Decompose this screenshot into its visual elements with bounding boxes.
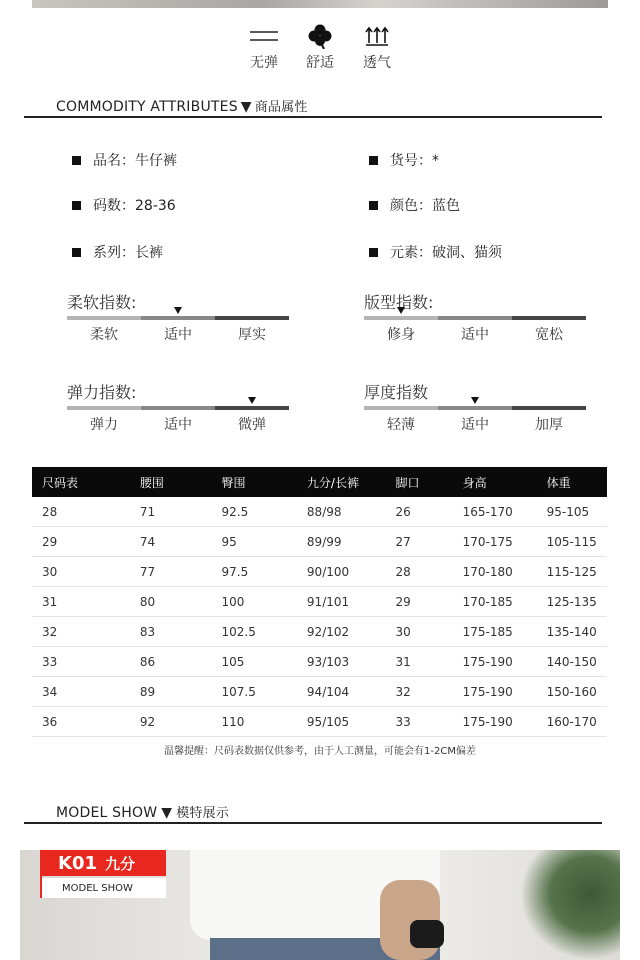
badge-accent-line bbox=[40, 850, 42, 898]
plant-leaf-icon bbox=[520, 850, 620, 960]
table-cell: 110 bbox=[212, 707, 297, 737]
feature-label: 透气 bbox=[363, 55, 391, 71]
attr-name bbox=[72, 150, 177, 170]
watch-icon bbox=[410, 920, 444, 948]
attr-elements bbox=[369, 242, 502, 262]
table-header-cell: 尺码表 bbox=[32, 467, 130, 497]
scale-label: 宽松 bbox=[535, 327, 563, 343]
size-disclaimer-note: 温馨提醒：尺码表数据仅供参考，由于人工测量，可能会有1-2CM偏差 bbox=[164, 746, 476, 757]
section-title-cn: 商品属性 bbox=[254, 100, 308, 115]
fit-index bbox=[364, 290, 586, 344]
table-cell: 170-175 bbox=[453, 527, 537, 557]
triangle-marker-icon bbox=[174, 307, 182, 314]
table-cell: 27 bbox=[385, 527, 452, 557]
attr-text: 码数：28-36 bbox=[93, 198, 176, 214]
table-row bbox=[32, 557, 607, 587]
table-row bbox=[32, 527, 607, 557]
table-cell: 74 bbox=[130, 527, 212, 557]
model-badge bbox=[20, 850, 166, 898]
top-product-photo-strip bbox=[32, 0, 608, 8]
feature-label: 无弹 bbox=[250, 55, 278, 71]
scale-label: 弹力 bbox=[90, 417, 118, 433]
attr-text: 系列：长裤 bbox=[93, 245, 163, 261]
table-cell: 135-140 bbox=[537, 617, 607, 647]
table-cell: 93/103 bbox=[297, 647, 386, 677]
table-row bbox=[32, 617, 607, 647]
table-cell: 29 bbox=[385, 587, 452, 617]
table-cell: 175-190 bbox=[453, 707, 537, 737]
table-row bbox=[32, 497, 607, 527]
table-cell: 102.5 bbox=[212, 617, 297, 647]
table-cell: 30 bbox=[32, 557, 130, 587]
attr-text: 品名：牛仔裤 bbox=[93, 153, 177, 169]
table-cell: 32 bbox=[385, 677, 452, 707]
table-cell: 150-160 bbox=[537, 677, 607, 707]
scale-bar bbox=[364, 316, 586, 320]
section-title-en: MODEL SHOW bbox=[56, 805, 158, 821]
triangle-down-icon: ▼ bbox=[161, 805, 173, 821]
triangle-down-icon: ▼ bbox=[240, 99, 252, 115]
table-cell: 33 bbox=[385, 707, 452, 737]
model-type: 九分 bbox=[105, 854, 136, 873]
scale-label: 适中 bbox=[461, 417, 489, 433]
table-cell: 105 bbox=[212, 647, 297, 677]
table-cell: 26 bbox=[385, 497, 452, 527]
attr-sizes bbox=[72, 195, 176, 215]
scale-label: 柔软 bbox=[90, 327, 118, 343]
square-bullet-icon bbox=[72, 248, 81, 257]
scale-label: 适中 bbox=[164, 417, 192, 433]
table-header-cell: 身高 bbox=[453, 467, 537, 497]
table-cell: 95/105 bbox=[297, 707, 386, 737]
softness-index bbox=[67, 290, 289, 344]
triangle-marker-icon bbox=[248, 397, 256, 404]
table-cell: 30 bbox=[385, 617, 452, 647]
model-code: K01 bbox=[58, 852, 97, 874]
table-row bbox=[32, 647, 607, 677]
feature-breathable bbox=[347, 22, 407, 72]
scale-bar bbox=[67, 406, 289, 410]
table-cell: 28 bbox=[385, 557, 452, 587]
table-cell: 140-150 bbox=[537, 647, 607, 677]
table-cell: 71 bbox=[130, 497, 212, 527]
table-cell: 36 bbox=[32, 707, 130, 737]
attr-item-no bbox=[369, 150, 439, 170]
table-cell: 77 bbox=[130, 557, 212, 587]
table-cell: 90/100 bbox=[297, 557, 386, 587]
table-cell: 92 bbox=[130, 707, 212, 737]
attr-text: 元素：破洞、猫须 bbox=[390, 245, 502, 261]
table-cell: 105-115 bbox=[537, 527, 607, 557]
table-cell: 92.5 bbox=[212, 497, 297, 527]
table-cell: 83 bbox=[130, 617, 212, 647]
table-cell: 170-180 bbox=[453, 557, 537, 587]
table-cell: 31 bbox=[32, 587, 130, 617]
elasticity-index bbox=[67, 380, 289, 434]
table-header-row bbox=[32, 467, 607, 497]
scale-label: 加厚 bbox=[535, 417, 563, 433]
table-cell: 115-125 bbox=[537, 557, 607, 587]
attr-text: 颜色：蓝色 bbox=[390, 198, 460, 214]
table-cell: 31 bbox=[385, 647, 452, 677]
square-bullet-icon bbox=[369, 248, 378, 257]
table-cell: 89 bbox=[130, 677, 212, 707]
square-bullet-icon bbox=[72, 201, 81, 210]
table-cell: 28 bbox=[32, 497, 130, 527]
attr-series bbox=[72, 242, 163, 262]
table-cell: 95-105 bbox=[537, 497, 607, 527]
table-cell: 107.5 bbox=[212, 677, 297, 707]
table-cell: 175-185 bbox=[453, 617, 537, 647]
scale-title: 弹力指数: bbox=[67, 383, 137, 402]
table-cell: 175-190 bbox=[453, 647, 537, 677]
table-row bbox=[32, 707, 607, 737]
triangle-marker-icon bbox=[397, 307, 405, 314]
table-cell: 125-135 bbox=[537, 587, 607, 617]
section-divider bbox=[24, 116, 602, 118]
clover-icon bbox=[290, 22, 350, 50]
scale-label: 微弹 bbox=[238, 417, 266, 433]
scale-bar bbox=[67, 316, 289, 320]
upward-arrows-icon bbox=[347, 22, 407, 50]
table-cell: 91/101 bbox=[297, 587, 386, 617]
table-cell: 32 bbox=[32, 617, 130, 647]
table-cell: 92/102 bbox=[297, 617, 386, 647]
table-cell: 95 bbox=[212, 527, 297, 557]
table-header-cell: 腰围 bbox=[130, 467, 212, 497]
triangle-marker-icon bbox=[471, 397, 479, 404]
model-code-banner bbox=[40, 850, 166, 876]
table-cell: 100 bbox=[212, 587, 297, 617]
attributes-section-title bbox=[56, 96, 308, 115]
table-cell: 80 bbox=[130, 587, 212, 617]
scale-title: 厚度指数 bbox=[364, 383, 429, 402]
feature-no-stretch bbox=[234, 22, 294, 72]
double-line-icon bbox=[234, 22, 294, 50]
scale-title: 版型指数: bbox=[364, 293, 434, 312]
scale-label: 适中 bbox=[461, 327, 489, 343]
table-cell: 33 bbox=[32, 647, 130, 677]
table-cell: 160-170 bbox=[537, 707, 607, 737]
table-cell: 29 bbox=[32, 527, 130, 557]
model-section-title bbox=[56, 802, 229, 821]
table-cell: 165-170 bbox=[453, 497, 537, 527]
thickness-index bbox=[364, 380, 586, 434]
model-show-label: MODEL SHOW bbox=[40, 878, 166, 898]
table-cell: 94/104 bbox=[297, 677, 386, 707]
table-row bbox=[32, 587, 607, 617]
scale-label: 轻薄 bbox=[387, 417, 415, 433]
square-bullet-icon bbox=[72, 156, 81, 165]
table-cell: 170-185 bbox=[453, 587, 537, 617]
table-cell: 86 bbox=[130, 647, 212, 677]
table-header-cell: 脚口 bbox=[385, 467, 452, 497]
scale-label: 修身 bbox=[387, 327, 415, 343]
scale-label: 适中 bbox=[164, 327, 192, 343]
scale-title: 柔软指数: bbox=[67, 293, 137, 312]
scale-label: 厚实 bbox=[238, 327, 266, 343]
table-header-cell: 体重 bbox=[537, 467, 607, 497]
table-cell: 97.5 bbox=[212, 557, 297, 587]
feature-label: 舒适 bbox=[306, 55, 334, 71]
table-header-cell: 九分/长裤 bbox=[297, 467, 386, 497]
section-title-cn: 模特展示 bbox=[176, 806, 230, 821]
square-bullet-icon bbox=[369, 201, 378, 210]
table-cell: 89/99 bbox=[297, 527, 386, 557]
section-divider bbox=[24, 822, 602, 824]
table-cell: 34 bbox=[32, 677, 130, 707]
section-title-en: COMMODITY ATTRIBUTES bbox=[56, 99, 238, 115]
table-header-cell: 臀围 bbox=[212, 467, 297, 497]
feature-comfortable bbox=[290, 22, 350, 72]
attr-text: 货号：* bbox=[390, 153, 439, 169]
table-cell: 88/98 bbox=[297, 497, 386, 527]
size-chart-table bbox=[32, 467, 607, 737]
table-cell: 175-190 bbox=[453, 677, 537, 707]
table-row bbox=[32, 677, 607, 707]
square-bullet-icon bbox=[369, 156, 378, 165]
scale-bar bbox=[364, 406, 586, 410]
attr-color bbox=[369, 195, 460, 215]
